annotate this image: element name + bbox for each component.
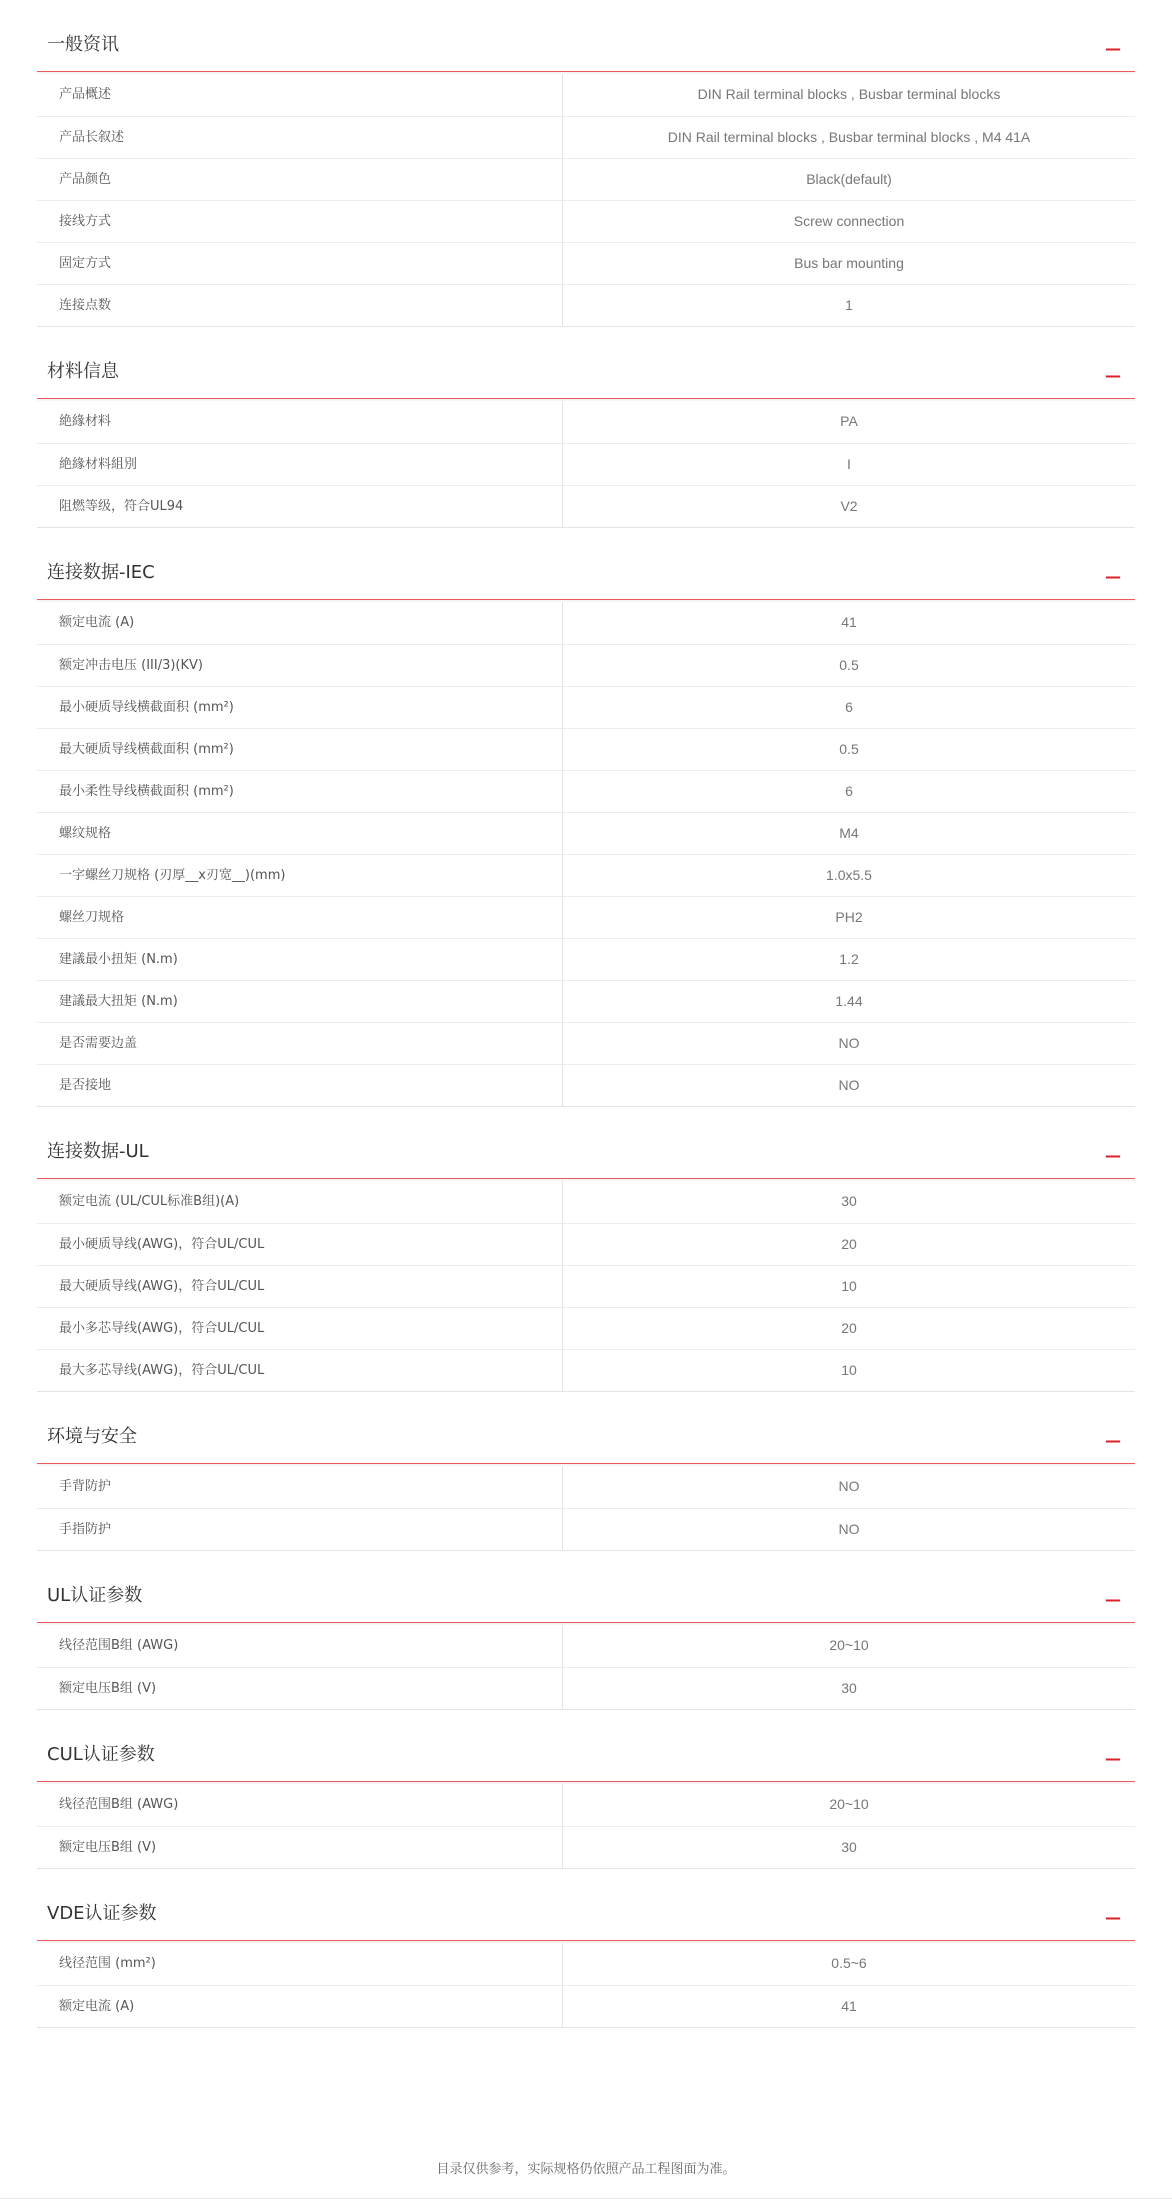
row-label: 螺丝刀规格 — [37, 897, 563, 938]
row-value: I — [847, 456, 851, 472]
collapse-icon[interactable]: — — [1105, 1590, 1121, 1609]
row-value: 20~10 — [829, 1796, 869, 1812]
row-label: 线径范围B组 (AWG) — [37, 1625, 563, 1667]
table-row — [37, 1265, 1135, 1307]
row-value: NO — [838, 1035, 860, 1051]
table-row — [37, 200, 1135, 242]
row-value: M4 — [839, 825, 859, 841]
table-row — [37, 854, 1135, 896]
section-divider — [37, 71, 1135, 74]
row-value: 41 — [841, 1998, 857, 2014]
row-label: 阻燃等级，符合UL94 — [37, 486, 563, 527]
row-label: 手指防护 — [37, 1509, 563, 1550]
section-title: VDE认证参数 — [47, 1903, 157, 1924]
section-divider — [37, 1178, 1135, 1181]
section-header[interactable] — [37, 0, 1135, 74]
table-row — [37, 1667, 1135, 1709]
row-label: 产品颜色 — [37, 159, 563, 200]
table-row — [37, 896, 1135, 938]
table-row — [37, 401, 1135, 443]
section-title: 材料信息 — [47, 361, 119, 382]
table-row — [37, 1064, 1135, 1106]
row-value: 30 — [841, 1193, 857, 1209]
row-label: 是否接地 — [37, 1065, 563, 1106]
row-value: 20 — [841, 1236, 857, 1252]
section-material-info — [37, 327, 1135, 528]
table-row — [37, 644, 1135, 686]
row-value: 6 — [845, 699, 853, 715]
row-value: PH2 — [835, 909, 863, 925]
table-row — [37, 443, 1135, 485]
table-row — [37, 1223, 1135, 1265]
table-row — [37, 1307, 1135, 1349]
section-title: 连接数据-IEC — [47, 562, 155, 583]
section-header[interactable] — [37, 327, 1135, 401]
section-title: CUL认证参数 — [47, 1744, 155, 1765]
section-header[interactable] — [37, 1107, 1135, 1181]
row-value: 0.5~6 — [831, 1955, 867, 1971]
table-row — [37, 938, 1135, 980]
row-label: 螺纹规格 — [37, 813, 563, 854]
collapse-icon[interactable]: — — [1105, 567, 1121, 586]
collapse-icon[interactable]: — — [1105, 1749, 1121, 1768]
disclaimer-note: 目录仅供参考，实际规格仍依照产品工程图面为准。 — [436, 2162, 736, 2177]
table-row — [37, 1466, 1135, 1508]
section-header[interactable] — [37, 1869, 1135, 1943]
section-ul-cert — [37, 1551, 1135, 1710]
row-label: 絶緣材料組別 — [37, 444, 563, 485]
section-divider — [37, 1940, 1135, 1943]
row-value: Bus bar mounting — [794, 255, 904, 271]
row-value: NO — [838, 1077, 860, 1093]
row-value: DIN Rail terminal blocks , Busbar terminal blocks , M4 41A — [667, 129, 1031, 145]
table-row — [37, 116, 1135, 158]
row-label: 手背防护 — [37, 1466, 563, 1508]
row-value: 1.44 — [835, 993, 863, 1009]
row-value: Black(default) — [806, 171, 892, 187]
table-row — [37, 686, 1135, 728]
section-header[interactable] — [37, 1710, 1135, 1784]
spec-table — [37, 1625, 1135, 1710]
table-row — [37, 158, 1135, 200]
section-vde-cert — [37, 1869, 1135, 2028]
row-label: 额定电流 (UL/CUL标准B组)(A) — [37, 1181, 563, 1223]
row-value: 41 — [841, 614, 857, 630]
section-title: UL认证参数 — [47, 1585, 143, 1606]
row-label: 最小多芯导线(AWG)，符合UL/CUL — [37, 1308, 563, 1349]
section-header[interactable] — [37, 1551, 1135, 1625]
section-cul-cert — [37, 1710, 1135, 1869]
table-row — [37, 602, 1135, 644]
table-row — [37, 242, 1135, 284]
row-label: 最大硬质导线(AWG)，符合UL/CUL — [37, 1266, 563, 1307]
spec-table — [37, 1784, 1135, 1869]
table-row — [37, 1826, 1135, 1868]
table-row — [37, 812, 1135, 854]
row-label: 最大硬质导线横截面积 (mm²) — [37, 729, 563, 770]
table-row — [37, 485, 1135, 527]
table-row — [37, 74, 1135, 116]
spec-sheet — [37, 0, 1135, 2028]
section-title: 连接数据-UL — [47, 1141, 149, 1162]
row-label: 最小柔性导线横截面积 (mm²) — [37, 771, 563, 812]
row-label: 絶緣材料 — [37, 401, 563, 443]
table-row — [37, 1022, 1135, 1064]
footer-divider — [0, 2198, 1172, 2199]
section-header[interactable] — [37, 528, 1135, 602]
row-label: 线径范围 (mm²) — [37, 1943, 563, 1985]
section-title: 环境与安全 — [47, 1426, 137, 1447]
table-row — [37, 980, 1135, 1022]
table-row — [37, 1508, 1135, 1550]
row-label: 接线方式 — [37, 201, 563, 242]
section-divider — [37, 398, 1135, 401]
row-label: 最小硬质导线横截面积 (mm²) — [37, 687, 563, 728]
row-value: 30 — [841, 1839, 857, 1855]
row-label: 固定方式 — [37, 243, 563, 284]
spec-table — [37, 401, 1135, 528]
table-row — [37, 1784, 1135, 1826]
collapse-icon[interactable]: — — [1105, 1431, 1121, 1450]
row-value: 20 — [841, 1320, 857, 1336]
row-label: 是否需要边盖 — [37, 1023, 563, 1064]
row-label: 额定冲击电压 (III/3)(KV) — [37, 645, 563, 686]
spec-table — [37, 74, 1135, 327]
section-general-info — [37, 0, 1135, 327]
spec-table — [37, 1466, 1135, 1551]
row-value: 20~10 — [829, 1637, 869, 1653]
row-value: 10 — [841, 1362, 857, 1378]
row-label: 最小硬质导线(AWG)，符合UL/CUL — [37, 1224, 563, 1265]
row-value: 10 — [841, 1278, 857, 1294]
row-value: Screw connection — [793, 213, 905, 229]
section-connection-ul — [37, 1107, 1135, 1392]
section-environment-safety — [37, 1392, 1135, 1551]
spec-table — [37, 1181, 1135, 1392]
collapse-icon[interactable]: — — [1105, 1908, 1121, 1927]
row-value: NO — [838, 1521, 860, 1537]
section-title: 一般资讯 — [47, 34, 119, 55]
row-value: V2 — [840, 498, 858, 514]
row-label: 额定电压B组 (V) — [37, 1827, 563, 1868]
row-value: 1.0x5.5 — [826, 867, 872, 883]
table-row — [37, 1349, 1135, 1391]
row-value: PA — [840, 413, 858, 429]
table-row — [37, 1985, 1135, 2027]
section-divider — [37, 1463, 1135, 1466]
row-value: 0.5 — [839, 657, 859, 673]
row-label: 建議最大扭矩 (N.m) — [37, 981, 563, 1022]
collapse-icon[interactable]: — — [1105, 39, 1121, 58]
section-divider — [37, 1622, 1135, 1625]
section-divider — [37, 599, 1135, 602]
table-row — [37, 728, 1135, 770]
row-label: 产品概述 — [37, 74, 563, 116]
table-row — [37, 1625, 1135, 1667]
row-label: 一字螺丝刀规格 (刃厚__x刃宽__)(mm) — [37, 855, 563, 896]
section-divider — [37, 1781, 1135, 1784]
row-label: 建議最小扭矩 (N.m) — [37, 939, 563, 980]
table-row — [37, 284, 1135, 326]
row-value: 1 — [845, 297, 853, 313]
table-row — [37, 1181, 1135, 1223]
collapse-icon[interactable]: — — [1105, 366, 1121, 385]
row-value: 6 — [845, 783, 853, 799]
table-row — [37, 770, 1135, 812]
row-value: 0.5 — [839, 741, 859, 757]
collapse-icon[interactable]: — — [1105, 1146, 1121, 1165]
row-value: NO — [838, 1478, 860, 1494]
table-row — [37, 1943, 1135, 1985]
row-label: 额定电流 (A) — [37, 602, 563, 644]
row-label: 线径范围B组 (AWG) — [37, 1784, 563, 1826]
row-label: 连接点数 — [37, 285, 563, 326]
spec-table — [37, 1943, 1135, 2028]
row-label: 最大多芯导线(AWG)，符合UL/CUL — [37, 1350, 563, 1391]
section-connection-iec — [37, 528, 1135, 1107]
section-header[interactable] — [37, 1392, 1135, 1466]
row-value: DIN Rail terminal blocks , Busbar terminal blocks — [697, 86, 1001, 102]
row-label: 产品长叙述 — [37, 117, 563, 158]
spec-table — [37, 602, 1135, 1107]
row-label: 额定电流 (A) — [37, 1986, 563, 2027]
row-value: 1.2 — [839, 951, 859, 967]
row-label: 额定电压B组 (V) — [37, 1668, 563, 1709]
row-value: 30 — [841, 1680, 857, 1696]
